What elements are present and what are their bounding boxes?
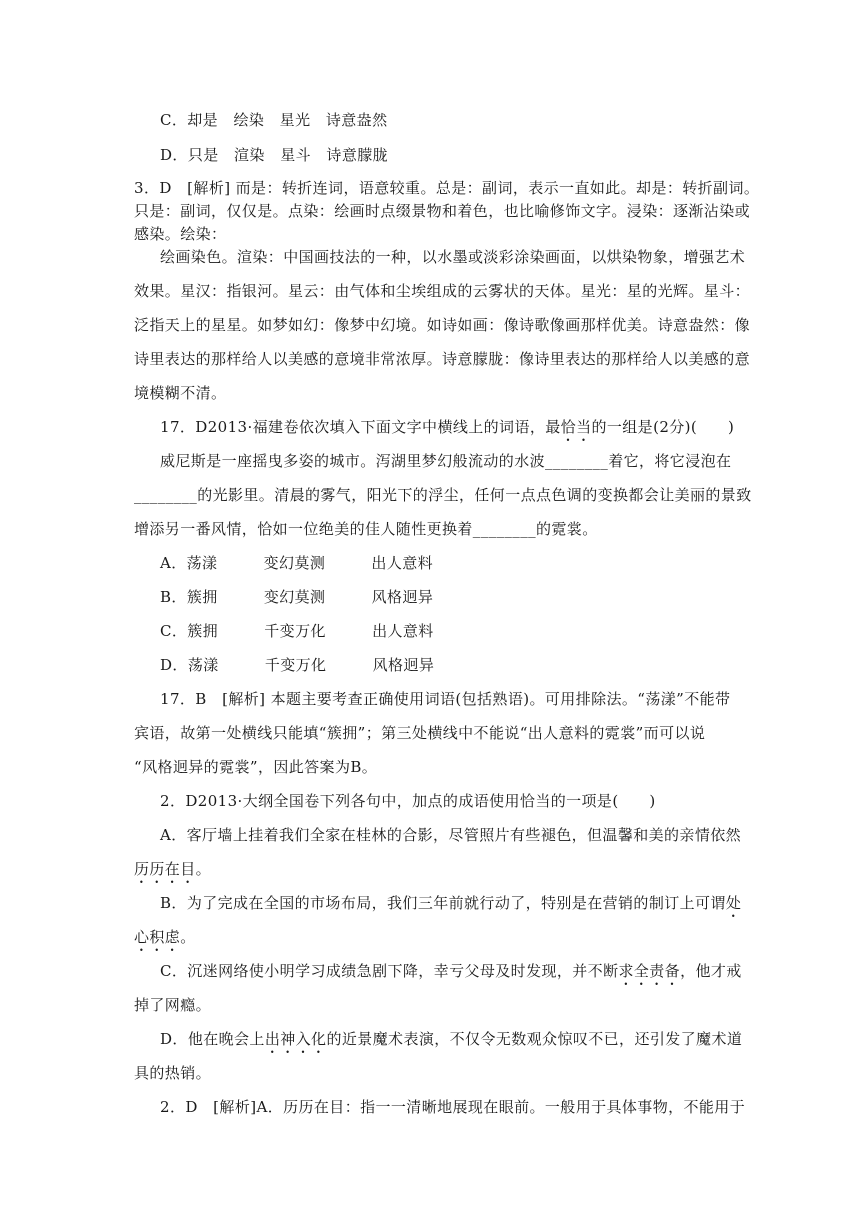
answer-17-line-2: 宾语，故第一处横线只能填“簇拥”；第三处横线中不能说“出人意料的霓裳”而可以说 [134,724,706,742]
answer-3-line-6: 泛指天上的星星。如梦如幻：像梦中幻境。如诗如画：像诗歌像画那样优美。诗意盎然：像 [134,316,751,334]
option-17-a: A．荡漾 变幻莫测 出人意料 [160,554,434,572]
answer-3-line-2: 只是：副词，仅仅是。点染：绘画时点缀景物和着色，也比喻修饰文字。浸染：逐渐沾染或 [134,202,751,220]
passage-line-3: 增添另一番风情，恰如一位绝美的佳人随性更换着________的霓裳。 [134,520,598,538]
option-2-b-line-1: B．为了完成在全国的市场布局，我们三年前就行动了，特别是在营销的制订上可谓处 [160,894,742,912]
question-2: 2．D2013·大纲全国卷下列各句中，加点的成语使用恰当的一项是( ) [160,792,656,810]
answer-3-line-8: 境模糊不清。 [134,384,227,402]
answer-3-line-1: 3．D [解析] 而是：转折连词，语意较重。总是：副词，表示一直如此。却是：转折副词。 [134,179,760,197]
option-2-c-line-2: 掉了网瘾。 [134,996,212,1014]
option-2-b-line-2: 心积虑。 [134,928,196,946]
answer-3-line-7: 诗里表达的那样给人以美感的意境非常浓厚。诗意朦胧：像诗里表达的那样给人以美感的意 [134,350,751,368]
emphasized-idiom-start: 处 [725,894,742,912]
emphasized-idiom: 出神入化 [264,1030,327,1048]
answer-3-line-3: 感染。绘染： [134,225,227,243]
passage-line-2: ________的光影里。清晨的雾气，阳光下的浮尘，任何一点点色调的变换都会让美丽的景致 [134,486,752,504]
emphasized-idiom: 历历在目 [134,860,196,878]
answer-3-line-4: 绘画染色。渲染：中国画技法的一种，以水墨或淡彩涂染画面，以烘染物象，增强艺术 [160,248,746,266]
emphasized-idiom: 求全责备 [618,962,681,980]
option-2-c-line-1: C．沉迷网络使小明学习成绩急剧下降，幸亏父母及时发现，并不断求全责备，他才戒 [160,962,742,980]
option-c-prev: C．却是 绘染 星光 诗意盎然 [160,111,388,129]
option-17-d: D．荡漾 千变万化 风格迥异 [160,656,435,674]
option-17-b: B．簇拥 变幻莫测 风格迥异 [160,588,434,606]
emphasized-word: 恰当 [560,418,592,436]
answer-17-line-3: “风格迥异的霓裳”，因此答案为B。 [134,758,378,776]
answer-17-line-1: 17．B [解析] 本题主要考查正确使用词语(包括熟语)。可用排除法。“荡漾”不能带 [160,690,731,708]
answer-2-line-1: 2．D [解析]A．历历在目：指一一清晰地展现在眼前。一般用于具体事物，不能用于 [160,1098,746,1116]
option-2-a-line-2: 历历在目。 [134,860,212,878]
emphasized-idiom-end: 心积虑 [134,928,181,946]
answer-3-line-5: 效果。星汉：指银河。星云：由气体和尘埃组成的云雾状的天体。星光：星的光辉。星斗： [134,282,751,300]
option-2-d-line-2: 具的热销。 [134,1064,212,1082]
question-17: 17．D2013·福建卷依次填入下面文字中横线上的词语，最恰当的一组是(2分)( ) [160,418,735,436]
option-2-d-line-1: D．他在晚会上出神入化的近景魔术表演，不仅令无数观众惊叹不已，还引发了魔术道 [160,1030,743,1048]
option-2-a-line-1: A．客厅墙上挂着我们全家在桂林的合影，尽管照片有些褪色，但温馨和美的亲情依然 [160,826,742,844]
option-17-c: C．簇拥 千变万化 出人意料 [160,622,434,640]
option-d-prev: D．只是 渲染 星斗 诗意朦胧 [160,146,389,164]
passage-line-1: 威尼斯是一座摇曳多姿的城市。泻湖里梦幻般流动的水波________着它，将它浸泡在 [160,452,732,470]
